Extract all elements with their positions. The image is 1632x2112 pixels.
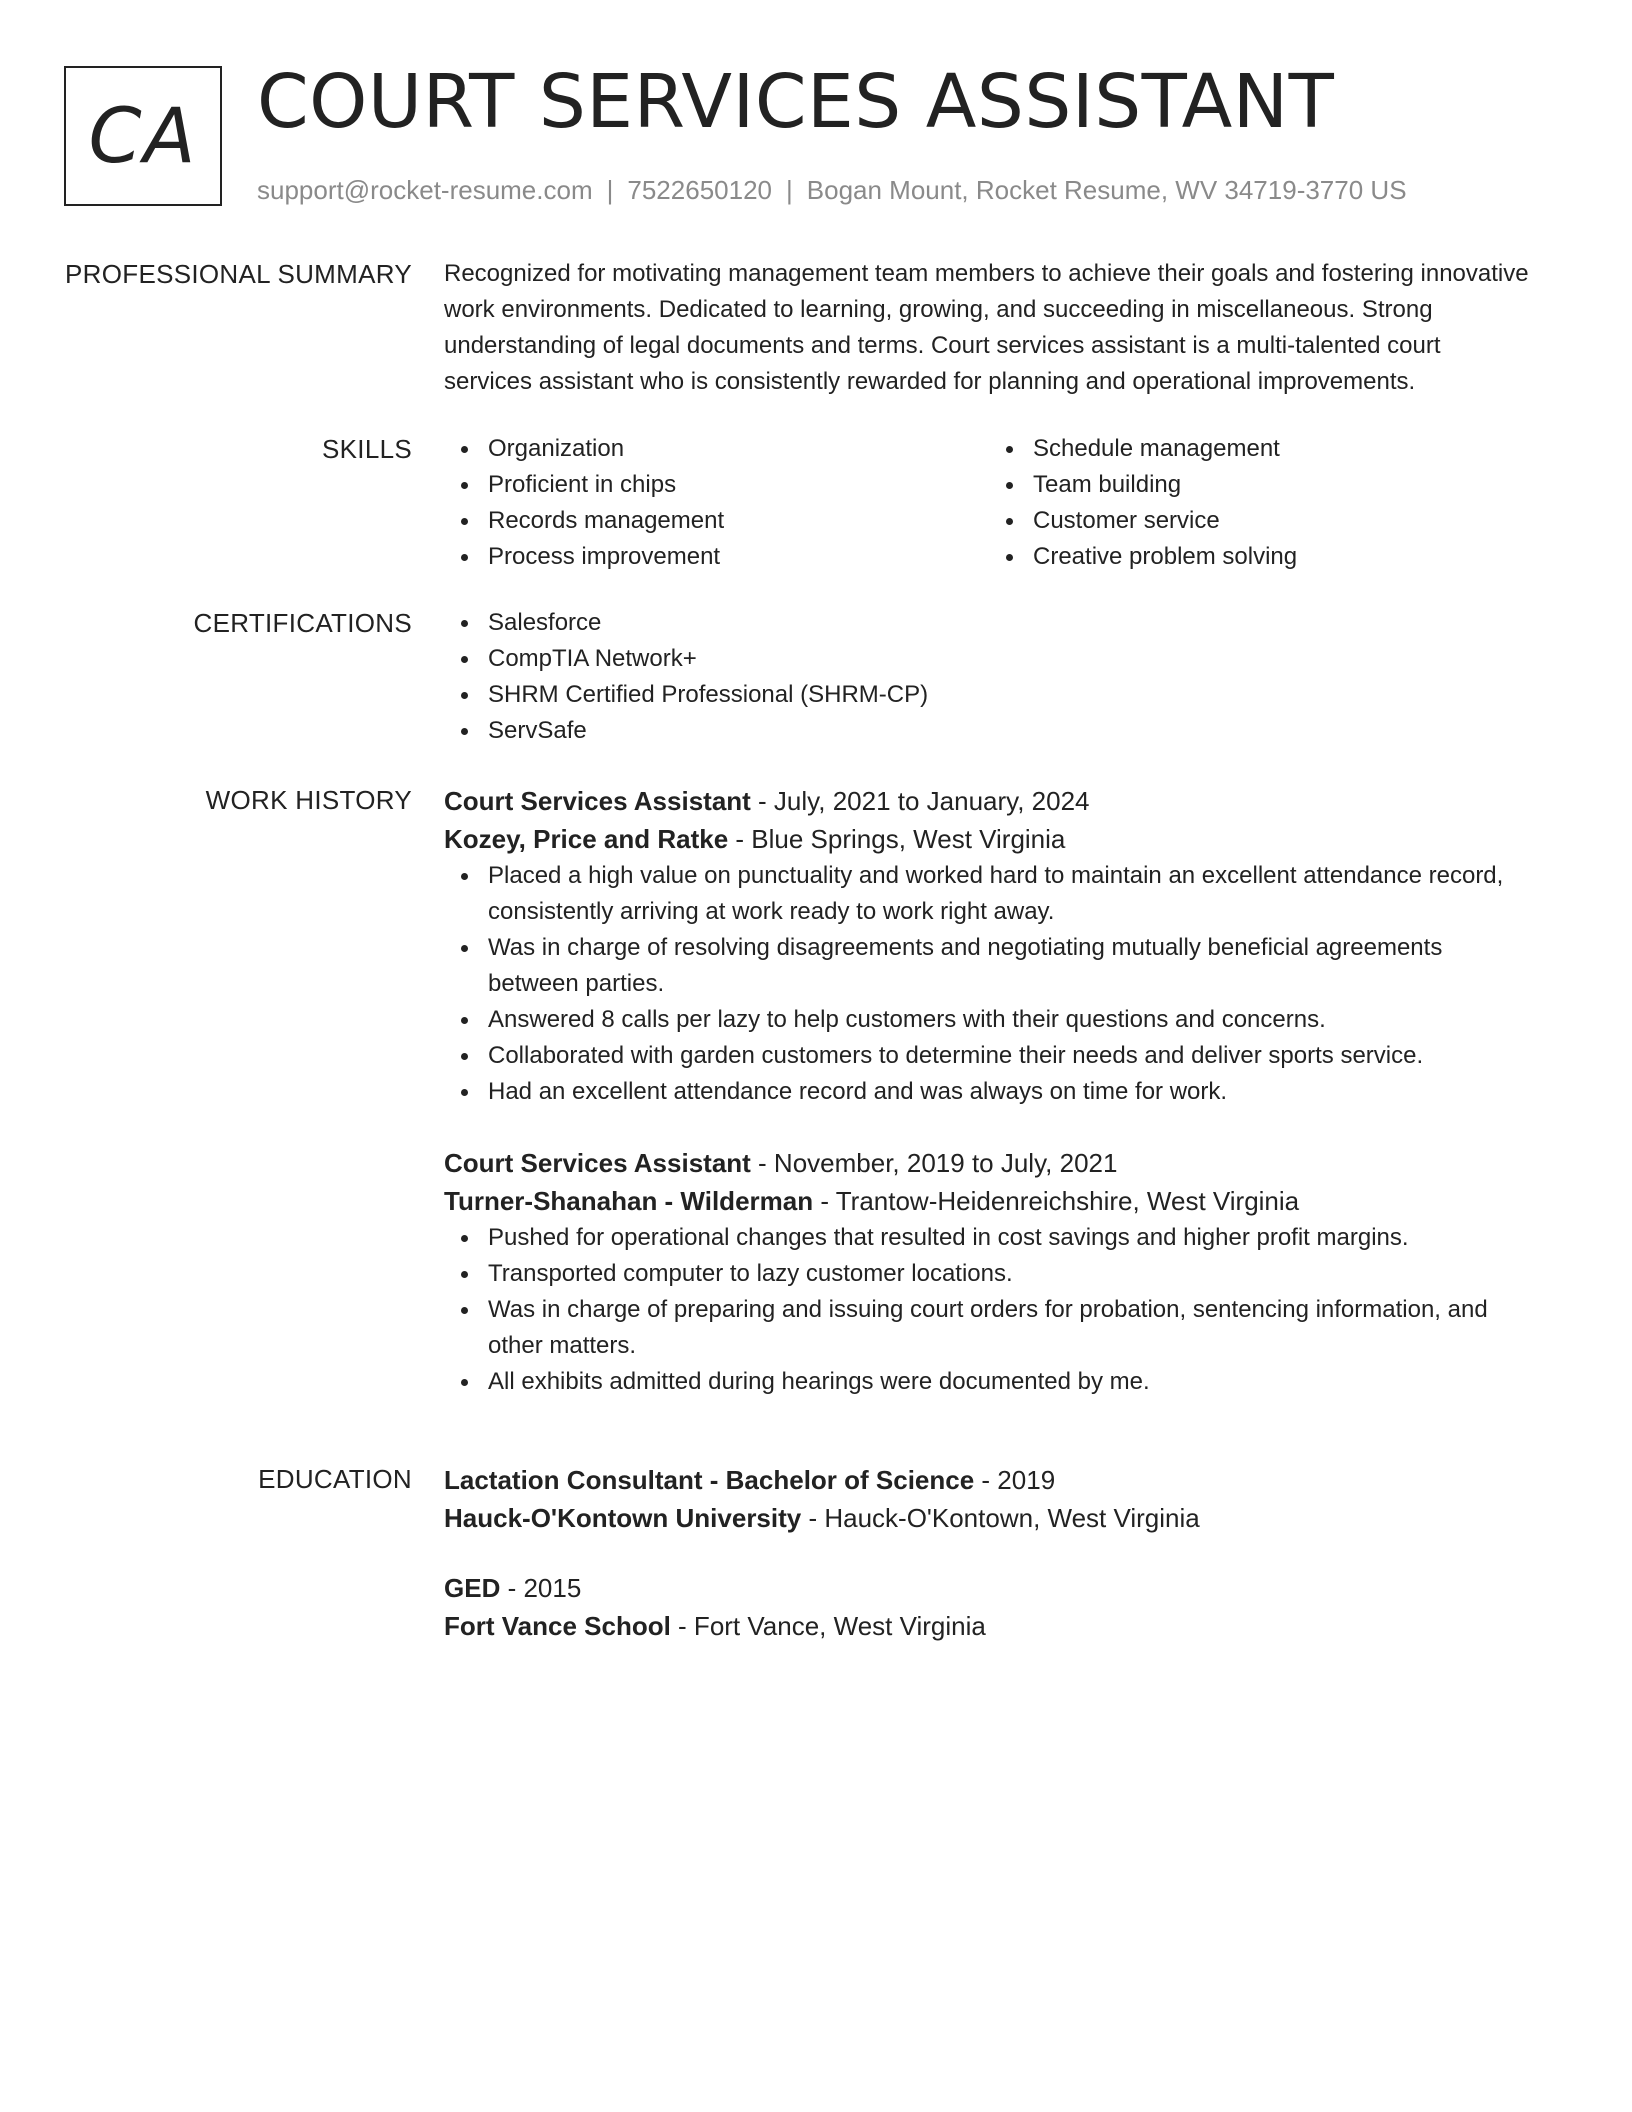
job-duties-list: [444, 858, 1534, 1110]
education-location: - Hauck-O'Kontown, West Virginia: [801, 1503, 1200, 1533]
education-school-line: [444, 1499, 1534, 1537]
section-label-certifications: CERTIFICATIONS: [193, 608, 412, 638]
section-label-education: EDUCATION: [258, 1464, 412, 1494]
contact-address: Bogan Mount, Rocket Resume, WV 34719-3770 US: [806, 175, 1407, 205]
skill-item: Schedule management: [989, 431, 1534, 467]
education-entry: [444, 1461, 1534, 1537]
job-duty-item: Pushed for operational changes that resulted in cost savings and higher profit margins.: [444, 1220, 1534, 1256]
skill-item: Customer service: [989, 503, 1534, 539]
skills-list-right: [989, 431, 1534, 575]
skills-list-left: [444, 431, 989, 575]
monogram-box: [64, 66, 222, 206]
certification-item: ServSafe: [444, 713, 1534, 749]
job-entry: [444, 1144, 1534, 1400]
education-degree-line: [444, 1461, 1534, 1499]
education-school-line: [444, 1607, 1534, 1645]
contact-line: [257, 172, 1407, 208]
contact-separator: |: [606, 175, 614, 205]
job-dates: - July, 2021 to January, 2024: [750, 786, 1090, 816]
skill-item: Proficient in chips: [444, 467, 989, 503]
job-company-line: [444, 820, 1534, 858]
job-title: Court Services Assistant: [444, 786, 751, 816]
job-duty-item: Answered 8 calls per lazy to help customers with their questions and concerns.: [444, 1002, 1534, 1038]
skill-item: Records management: [444, 503, 989, 539]
job-company: Kozey, Price and Ratke: [444, 824, 729, 854]
certifications-list: [444, 605, 1534, 749]
job-company-line: [444, 1182, 1534, 1220]
job-duty-item: Collaborated with garden customers to determine their needs and deliver sports service.: [444, 1038, 1534, 1074]
job-duty-item: All exhibits admitted during hearings were documented by me.: [444, 1364, 1534, 1400]
job-dates: - November, 2019 to July, 2021: [750, 1148, 1118, 1178]
summary-text: Recognized for motivating management team members to achieve their goals and fostering innovative work environments. Dedicated to learning, growing, and succeeding in miscellaneous. Strong understanding of legal documents and terms. Court services assistant is a multi-talented court services assistant who is consistently rewarded for planning and operational improvements.: [444, 260, 1529, 395]
contact-phone: 7522650120: [627, 175, 772, 205]
skill-item: Team building: [989, 467, 1534, 503]
contact-email: support@rocket-resume.com: [257, 175, 593, 205]
education-body: [444, 1461, 1534, 1645]
education-year: - 2015: [500, 1573, 582, 1603]
education-school: Hauck-O'Kontown University: [444, 1503, 802, 1533]
job-duty-item: Was in charge of resolving disagreements and negotiating mutually beneficial agreements between parties.: [444, 930, 1534, 1002]
job-duty-item: Had an excellent attendance record and was always on time for work.: [444, 1074, 1534, 1110]
section-label-skills: SKILLS: [322, 434, 412, 464]
section-label-work-history: WORK HISTORY: [205, 785, 412, 815]
work-history-body: [444, 782, 1534, 1400]
candidate-title: COURT SERVICES ASSISTANT: [257, 59, 1335, 145]
contact-separator: |: [786, 175, 793, 205]
certifications-body: [444, 605, 1534, 749]
job-duties-list: [444, 1220, 1534, 1400]
job-title: Court Services Assistant: [444, 1148, 751, 1178]
section-label-summary: PROFESSIONAL SUMMARY: [65, 259, 412, 289]
summary-body: [444, 256, 1534, 400]
education-school: Fort Vance School: [444, 1611, 671, 1641]
education-degree: Lactation Consultant - Bachelor of Science: [444, 1465, 975, 1495]
job-entry: [444, 782, 1534, 1110]
skills-body: [444, 431, 1534, 575]
education-location: - Fort Vance, West Virginia: [670, 1611, 986, 1641]
certification-item: SHRM Certified Professional (SHRM-CP): [444, 677, 1534, 713]
education-degree-line: [444, 1569, 1534, 1607]
job-duty-item: Transported computer to lazy customer locations.: [444, 1256, 1534, 1292]
job-duty-item: Was in charge of preparing and issuing court orders for probation, sentencing information, and other matters.: [444, 1292, 1534, 1364]
job-title-line: [444, 782, 1534, 820]
certification-item: Salesforce: [444, 605, 1534, 641]
job-title-line: [444, 1144, 1534, 1182]
job-location: - Blue Springs, West Virginia: [728, 824, 1066, 854]
job-company: Turner-Shanahan - Wilderman: [444, 1186, 814, 1216]
skill-item: Process improvement: [444, 539, 989, 575]
skill-item: Organization: [444, 431, 989, 467]
job-location: - Trantow-Heidenreichshire, West Virginia: [813, 1186, 1300, 1216]
skill-item: Creative problem solving: [989, 539, 1534, 575]
certification-item: CompTIA Network+: [444, 641, 1534, 677]
job-duty-item: Placed a high value on punctuality and worked hard to maintain an excellent attendance record, consistently arriving at work ready to work right away.: [444, 858, 1534, 930]
monogram-initials: CA: [88, 91, 198, 180]
education-entry: [444, 1569, 1534, 1645]
education-year: - 2019: [974, 1465, 1056, 1495]
education-degree: GED: [444, 1573, 501, 1603]
